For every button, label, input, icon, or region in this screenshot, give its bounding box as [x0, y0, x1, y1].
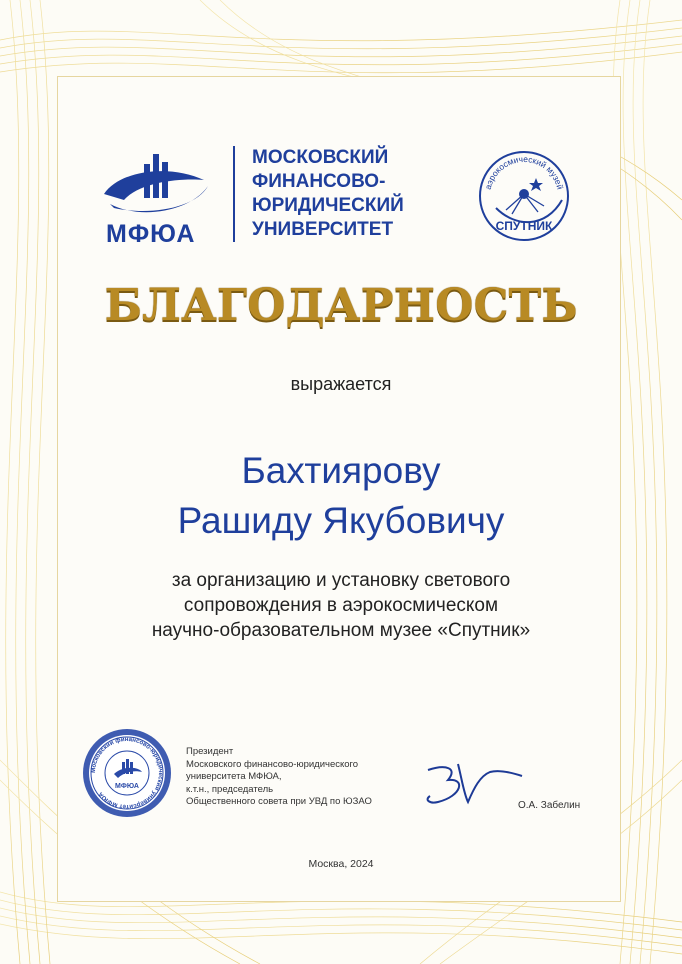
recipient-given-names: Рашиду Якубовичу: [177, 500, 505, 541]
svg-text:аэрокосмический музей: [483, 154, 566, 191]
signatory-name: О.А. Забелин: [518, 800, 581, 811]
mfua-emblem-icon: [100, 150, 212, 220]
university-name: [252, 146, 404, 242]
museum-name: СПУТНИК: [495, 219, 553, 233]
certificate-title: БЛАГОДАРНОСТЬ: [104, 280, 578, 331]
university-name-line: МОСКОВСКИЙ: [252, 147, 389, 168]
recipient-name: [0, 446, 682, 546]
signatory-line: Московского финансово-юридического: [186, 758, 359, 770]
university-abbreviation: МФЮА: [106, 220, 196, 248]
seal-ring-text: Московский финансово-юридический университет МФЮА: [89, 735, 165, 811]
recipient-surname: Бахтиярову: [241, 450, 441, 491]
logo-divider: [233, 146, 235, 242]
reason-line: сопровождения в аэрокосмическом: [183, 595, 499, 616]
signatory-line: Общественного совета при УВД по ЮЗАО: [186, 796, 372, 807]
signatory-title: [186, 746, 372, 809]
university-name-line: ЮРИДИЧЕСКИЙ: [252, 195, 404, 216]
signatory-line: к.т.н., председатель: [186, 783, 274, 795]
signatory-line: университета МФЮА,: [186, 771, 282, 782]
university-name-line: ФИНАНСОВО-: [252, 171, 386, 192]
sputnik-museum-logo: [476, 148, 572, 244]
reason-line: за организацию и установку светового: [171, 570, 511, 591]
university-logo: [100, 140, 440, 250]
signatory-line: Президент: [186, 746, 234, 757]
handwritten-signature: [418, 760, 528, 812]
reason-line: научно-образовательном музее «Спутник»: [151, 620, 531, 641]
seal-center-text: МФЮА: [115, 783, 139, 790]
place-and-date: Москва, 2024: [308, 858, 374, 870]
reason-text: [0, 568, 682, 643]
university-name-line: УНИВЕРСИТЕТ: [252, 219, 394, 240]
museum-arc-text: аэрокосмический музей: [482, 153, 566, 191]
expressed-text: выражается: [290, 374, 392, 394]
university-seal: [82, 728, 172, 818]
